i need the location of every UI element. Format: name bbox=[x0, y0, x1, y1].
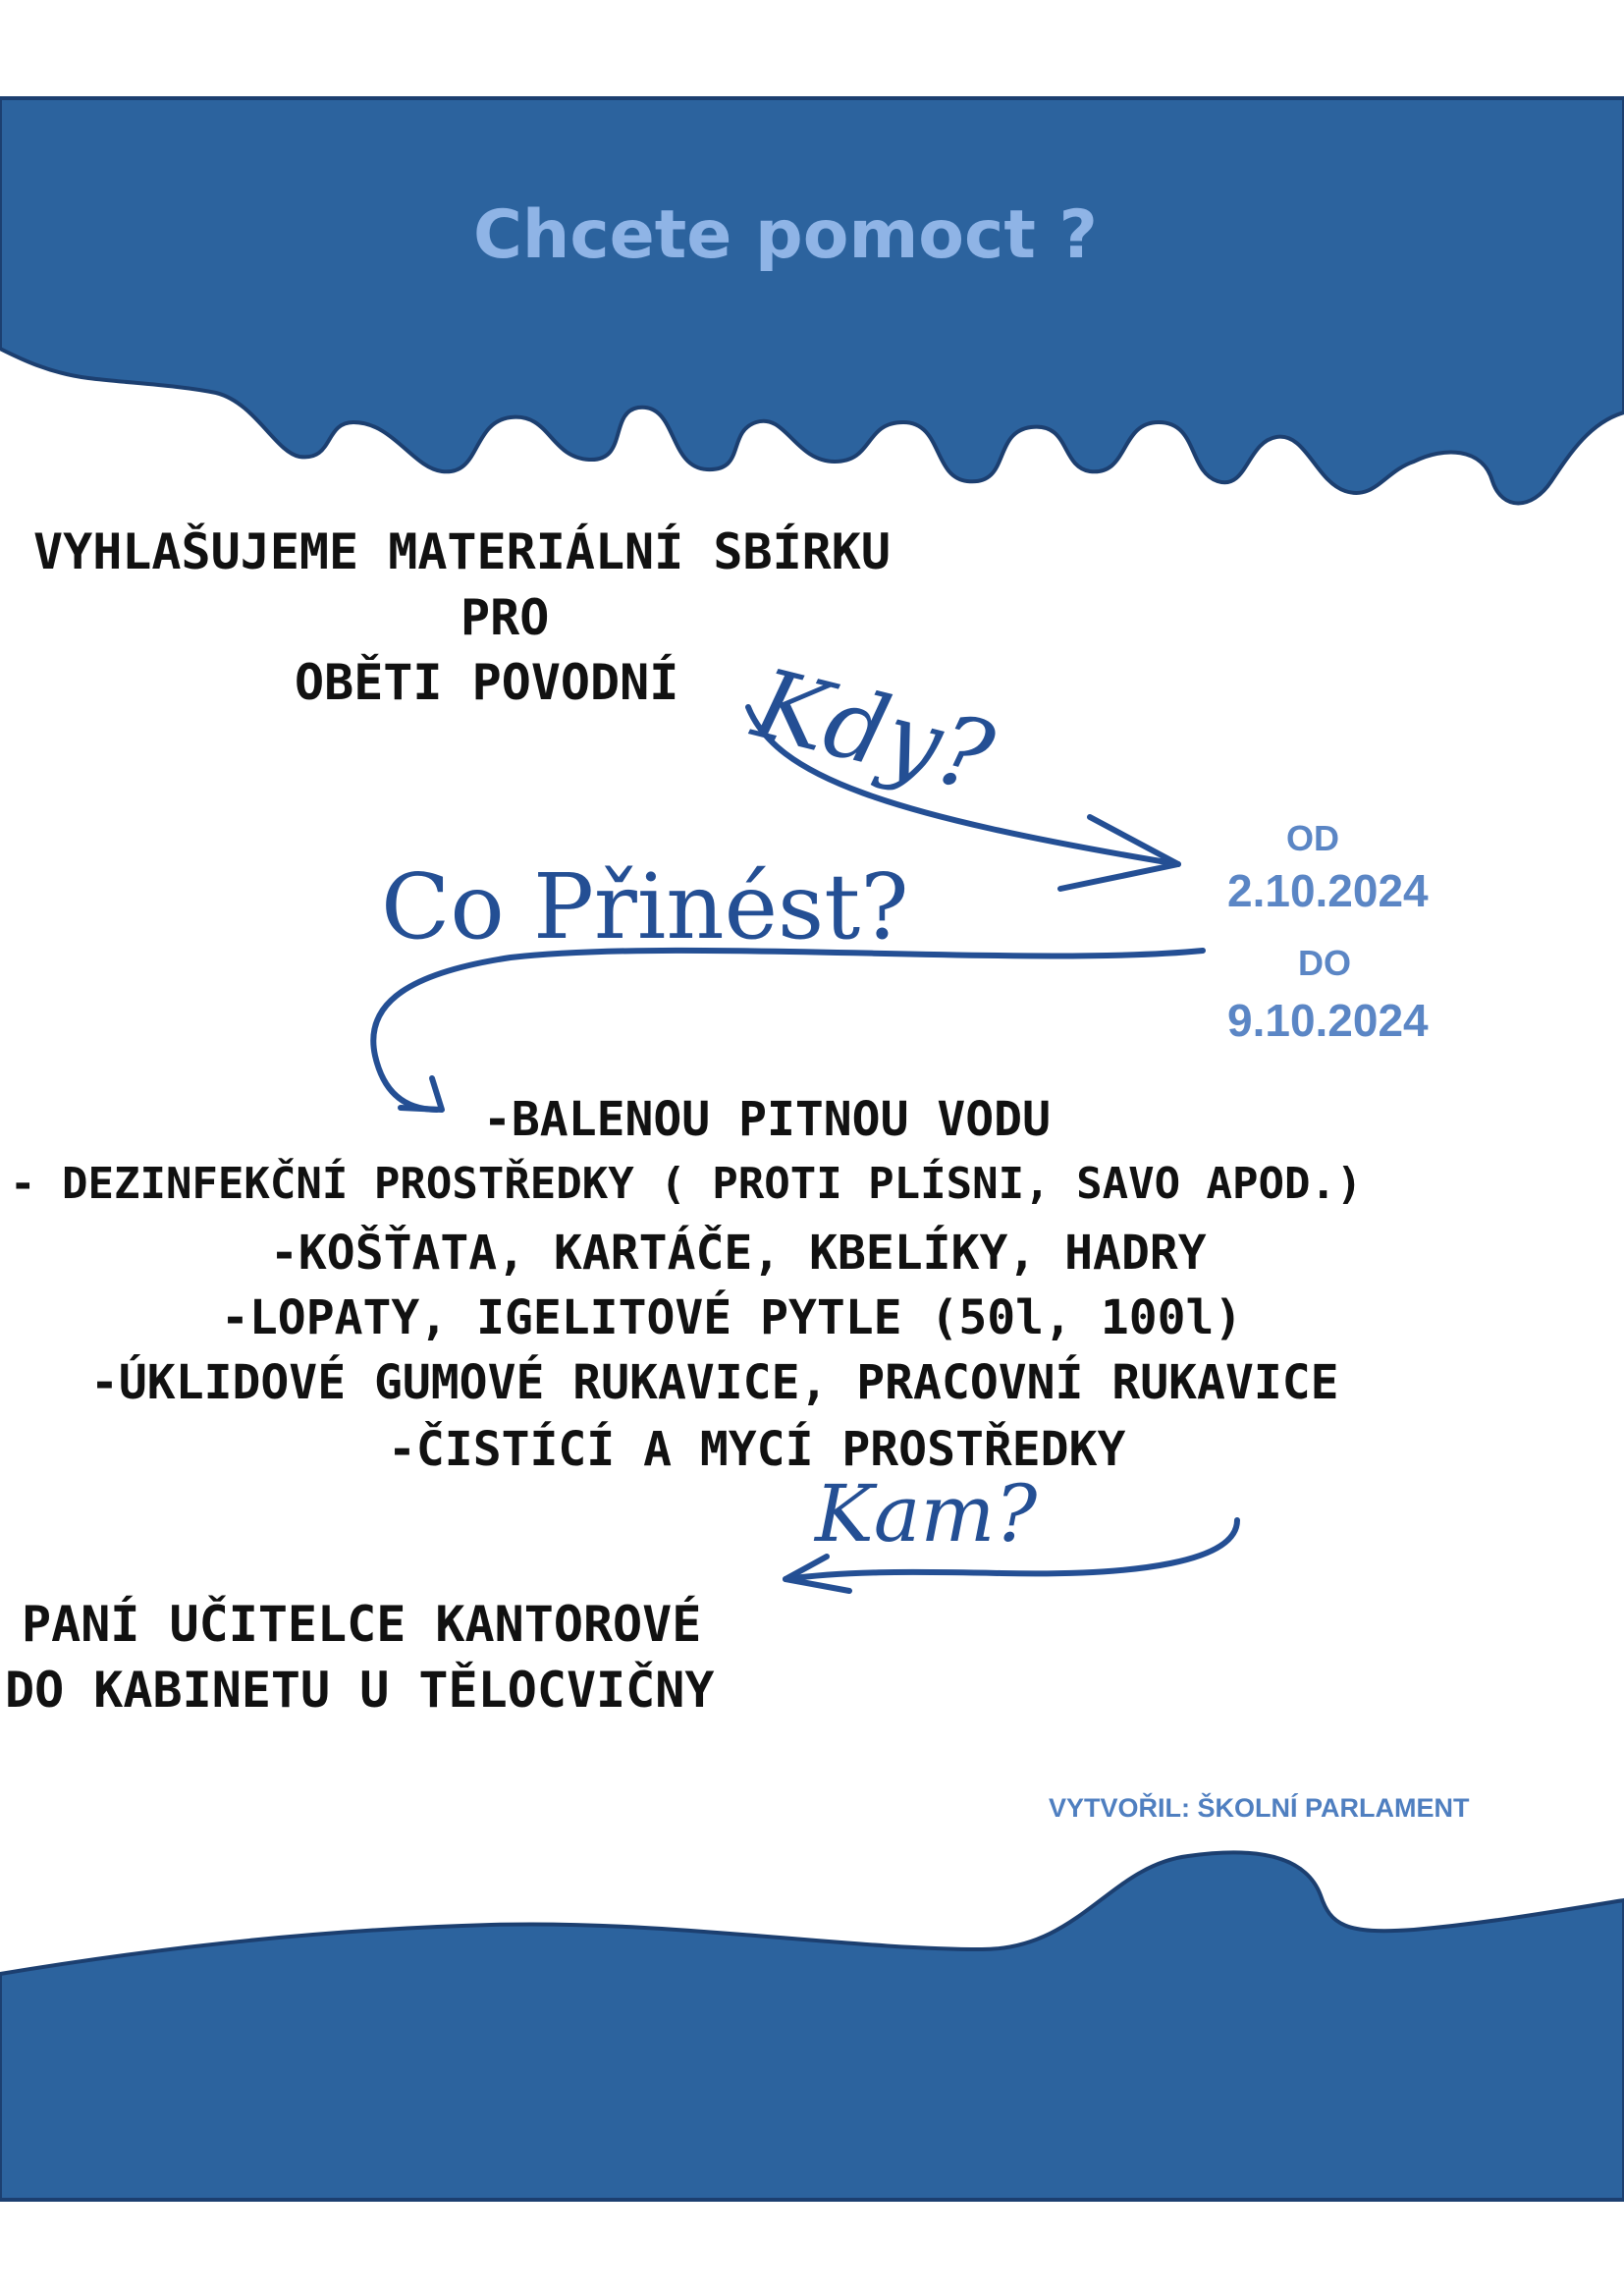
list-item: -KOŠŤATA, KARTÁČE, KBELÍKY, HADRY bbox=[270, 1226, 1207, 1281]
date-from-label: OD bbox=[1286, 818, 1339, 858]
date-from: 2.10.2024 bbox=[1227, 865, 1429, 916]
top-wave bbox=[0, 98, 1624, 504]
announcement-line-2: PRO bbox=[460, 589, 550, 646]
where-handwritten: Kam? bbox=[815, 1468, 1038, 1559]
list-item: -ÚKLIDOVÉ GUMOVÉ RUKAVICE, PRACOVNÍ RUKAVICE bbox=[90, 1355, 1339, 1410]
announcement-line-3: OBĚTI POVODNÍ bbox=[295, 654, 679, 711]
list-item: - DEZINFEKČNÍ PROSTŘEDKY ( PROTI PLÍSNI, SAVO APOD.) bbox=[10, 1159, 1363, 1209]
announcement-line-1: VYHLAŠUJEME MATERIÁLNÍ SBÍRKU bbox=[33, 523, 891, 580]
when-handwritten: Kdy? bbox=[743, 648, 1003, 815]
date-to-label: DO bbox=[1298, 943, 1351, 983]
destination-line-2: DO KABINETU U TĚLOCVIČNY bbox=[5, 1662, 715, 1719]
page-title: Chcete pomoct ? bbox=[473, 196, 1098, 274]
credit-text: VYTVOŘIL: ŠKOLNÍ PARLAMENT bbox=[1049, 1793, 1470, 1823]
bottom-wave bbox=[0, 1852, 1624, 2200]
list-item: -ČISTÍCÍ A MYCÍ PROSTŘEDKY bbox=[388, 1422, 1126, 1477]
list-item: -LOPATY, IGELITOVÉ PYTLE (50l, 100l) bbox=[221, 1290, 1243, 1345]
co-prinest-arrow bbox=[373, 951, 1203, 1110]
destination-line-1: PANÍ UČITELCE KANTOROVÉ bbox=[22, 1596, 702, 1653]
what-handwritten: Co Přinést? bbox=[381, 854, 909, 959]
date-to: 9.10.2024 bbox=[1227, 995, 1429, 1046]
list-item: -BALENOU PITNOU VODU bbox=[483, 1092, 1051, 1147]
